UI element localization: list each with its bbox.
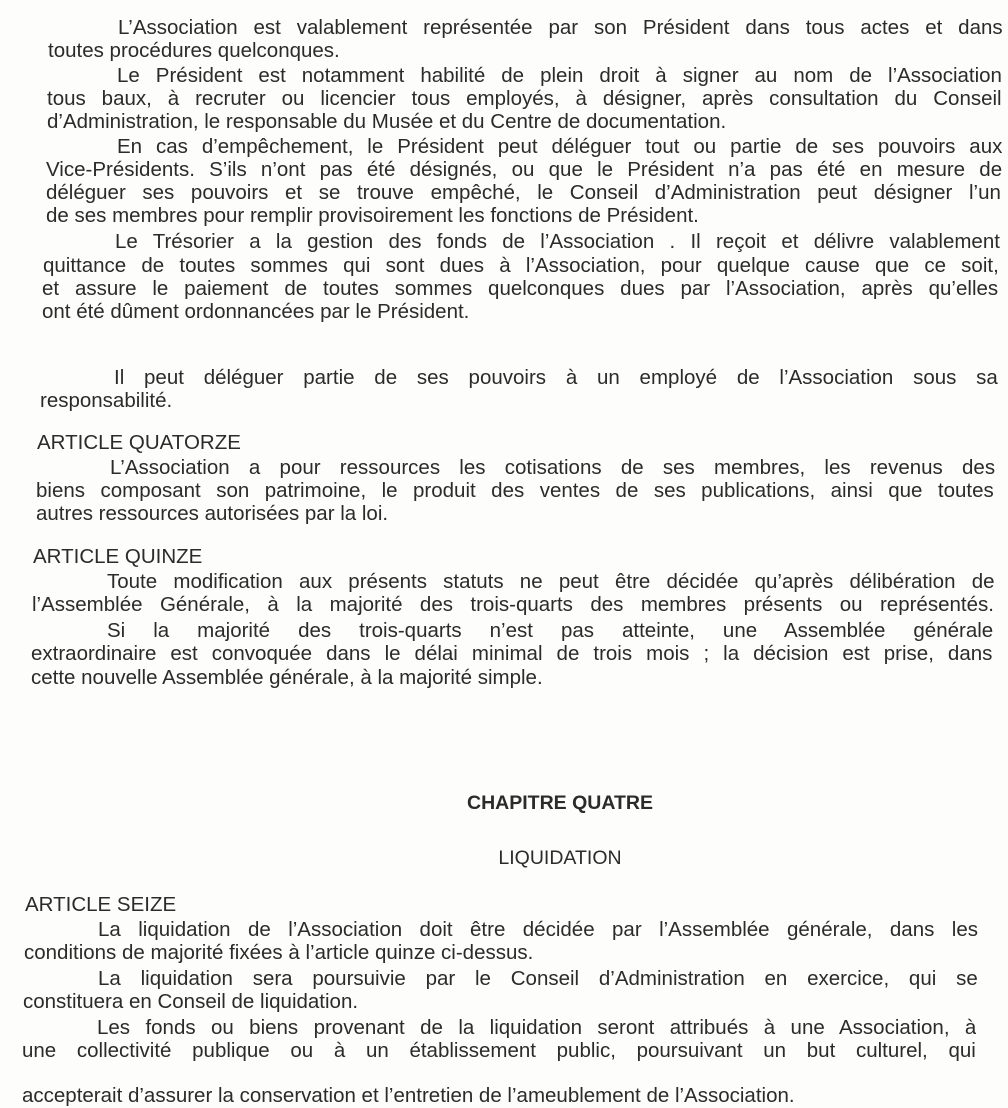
text-line: biens composant son patrimoine, le produit des ventes de ses publications, ainsi que toutes bbox=[36, 479, 994, 502]
text-line: Le Trésorier a la gestion des fonds de l’Association . Il reçoit et délivre valablement bbox=[115, 230, 1000, 253]
article-heading: ARTICLE SEIZE bbox=[25, 893, 177, 916]
text-line: de ses membres pour remplir provisoirement les fonctions de Président. bbox=[46, 204, 699, 227]
text-line: ont été dûment ordonnancées par le Président. bbox=[42, 300, 470, 323]
text-line: Vice-Présidents. S’ils n’ont pas été désignés, ou que le Président n’a pas été en mesure de bbox=[46, 158, 1002, 181]
text-line: L’Association est valablement représentée par son Président dans tous actes et dans bbox=[118, 16, 1003, 39]
text-line: Il peut déléguer partie de ses pouvoirs à un employé de l’Association sous sa bbox=[114, 366, 998, 389]
text-line: déléguer ses pouvoirs et se trouve empêché, le Conseil d’Administration peut désigner l’un bbox=[46, 181, 1001, 204]
text-line: d’Administration, le responsable du Musée et du Centre de documentation. bbox=[47, 110, 727, 133]
text-line: et assure le paiement de toutes sommes quelconques dues par l’Association, après qu’elles bbox=[42, 277, 998, 300]
text-line: l’Assemblée Générale, à la majorité des trois-quarts des membres présents ou représentés. bbox=[32, 593, 994, 616]
text-line-clipped: accepterait d’assurer la conservation et l’entretien de l’ameublement de l’Association. bbox=[22, 1084, 795, 1107]
text-line: La liquidation de l’Association doit être décidée par l’Assemblée générale, dans les bbox=[98, 918, 978, 941]
text-line: La liquidation sera poursuivie par le Conseil d’Administration en exercice, qui se bbox=[98, 967, 978, 990]
chapter-subtitle: LIQUIDATION bbox=[498, 847, 622, 869]
text-line: une collectivité publique ou à un établissement public, poursuivant un but culturel, qui bbox=[22, 1039, 976, 1062]
chapter-title: CHAPITRE QUATRE bbox=[467, 792, 653, 814]
text-line: autres ressources autorisées par la loi. bbox=[36, 502, 389, 525]
text-line: tous baux, à recruter ou licencier tous employés, à désigner, après consultation du Conseil bbox=[47, 87, 1002, 110]
text-line: quittance de toutes sommes qui sont dues à l’Association, pour quelque cause que ce soit, bbox=[43, 254, 999, 277]
text-line: En cas d’empêchement, le Président peut déléguer tout ou partie de ses pouvoirs aux bbox=[117, 135, 1002, 158]
text-line: toutes procédures quelconques. bbox=[48, 39, 340, 62]
text-line: Toute modification aux présents statuts ne peut être décidée qu’après délibération de bbox=[107, 570, 995, 593]
text-line: constituera en Conseil de liquidation. bbox=[23, 990, 359, 1013]
text-line: Si la majorité des trois-quarts n’est pas atteinte, une Assemblée générale bbox=[107, 619, 993, 642]
text-line: extraordinaire est convoquée dans le délai minimal de trois mois ; la décision est prise, dans bbox=[31, 642, 992, 665]
text-line: conditions de majorité fixées à l’article quinze ci-dessus. bbox=[24, 941, 534, 964]
text-line: cette nouvelle Assemblée générale, à la majorité simple. bbox=[31, 666, 543, 689]
text-line: Le Président est notamment habilité de plein droit à signer au nom de l’Association bbox=[117, 64, 1002, 87]
text-line: L’Association a pour ressources les cotisations de ses membres, les revenus des bbox=[110, 456, 995, 479]
text-line: Les fonds ou biens provenant de la liquidation seront attribués à une Association, à bbox=[97, 1016, 976, 1039]
article-heading: ARTICLE QUINZE bbox=[33, 545, 203, 568]
article-heading: ARTICLE QUATORZE bbox=[37, 431, 241, 454]
text-line: responsabilité. bbox=[40, 389, 173, 412]
